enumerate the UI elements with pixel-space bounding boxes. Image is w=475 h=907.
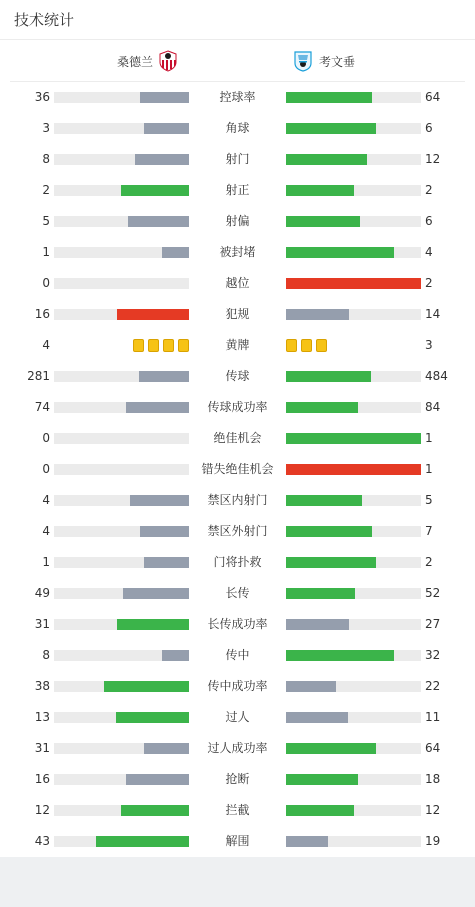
away-bar-fill [286, 650, 394, 661]
home-bar-fill [117, 309, 189, 320]
away-value: 1 [425, 431, 433, 445]
away-bar-track [286, 216, 421, 227]
home-bar-fill [123, 588, 189, 599]
away-bar-track [286, 805, 421, 816]
away-bar-fill [286, 185, 354, 196]
away-bar-track [286, 154, 421, 165]
yellow-card-icon [301, 339, 312, 352]
home-value: 2 [42, 183, 50, 197]
stat-row [0, 733, 475, 764]
yellow-card-icon [286, 339, 297, 352]
home-value: 281 [27, 369, 50, 383]
away-value: 3 [425, 338, 433, 352]
stat-label: 解围 [225, 834, 250, 848]
away-yellow-cards [286, 339, 327, 352]
home-value: 1 [42, 555, 50, 569]
away-bar-track [286, 557, 421, 568]
home-bar-fill [139, 371, 189, 382]
home-value: 43 [34, 834, 50, 848]
away-team[interactable] [293, 40, 355, 82]
home-value: 13 [34, 710, 50, 724]
home-bar-track [54, 216, 189, 227]
home-bar-track [54, 185, 189, 196]
away-bar-fill [286, 92, 372, 103]
home-bar-track [54, 464, 189, 475]
stat-label: 控球率 [219, 90, 256, 104]
home-bar-track [54, 247, 189, 258]
home-bar-fill [162, 247, 189, 258]
home-value: 16 [34, 772, 50, 786]
stat-label: 黄牌 [225, 338, 250, 352]
home-value: 36 [34, 90, 50, 104]
away-bar-fill [286, 805, 354, 816]
teams-header [10, 40, 465, 82]
home-team[interactable] [117, 40, 178, 82]
yellow-card-icon [178, 339, 189, 352]
away-bar-fill [286, 402, 358, 413]
home-value: 0 [42, 462, 50, 476]
stat-label: 禁区外射门 [207, 524, 268, 538]
away-team-name: 考文垂 [319, 54, 356, 69]
away-value: 1 [425, 462, 433, 476]
away-value: 84 [425, 400, 441, 414]
page-title: 技术统计 [0, 0, 475, 40]
stat-label: 禁区内射门 [207, 493, 268, 507]
home-bar-track [54, 681, 189, 692]
home-bar-track [54, 495, 189, 506]
away-value: 27 [425, 617, 441, 631]
away-value: 64 [425, 741, 441, 755]
stat-label: 被封堵 [219, 245, 256, 259]
away-bar-fill [286, 774, 358, 785]
away-bar-track [286, 526, 421, 537]
home-value: 4 [42, 493, 50, 507]
home-bar-fill [104, 681, 189, 692]
away-value: 6 [425, 214, 433, 228]
away-bar-track [286, 247, 421, 258]
home-bar-track [54, 278, 189, 289]
home-value: 49 [34, 586, 50, 600]
away-bar-fill [286, 712, 348, 723]
home-bar-track [54, 588, 189, 599]
yellow-card-icon [148, 339, 159, 352]
away-value: 14 [425, 307, 441, 321]
stat-row [0, 206, 475, 237]
away-bar-fill [286, 433, 421, 444]
stat-row [0, 485, 475, 516]
home-value: 4 [42, 338, 50, 352]
stat-label: 射正 [225, 183, 250, 197]
stat-row [0, 702, 475, 733]
home-bar-fill [126, 774, 189, 785]
home-bar-fill [96, 836, 189, 847]
home-bar-track [54, 309, 189, 320]
home-value: 38 [34, 679, 50, 693]
away-bar-fill [286, 495, 362, 506]
away-value: 2 [425, 183, 433, 197]
away-bar-fill [286, 154, 367, 165]
stat-label: 绝佳机会 [213, 431, 262, 445]
away-bar-fill [286, 278, 421, 289]
home-bar-track [54, 154, 189, 165]
home-team-crest-icon [158, 50, 178, 72]
stat-label: 错失绝佳机会 [201, 462, 274, 476]
home-bar-track [54, 650, 189, 661]
stat-label: 犯规 [225, 307, 250, 321]
stat-label: 角球 [225, 121, 250, 135]
away-bar-track [286, 433, 421, 444]
away-bar-fill [286, 526, 372, 537]
away-bar-fill [286, 216, 360, 227]
home-bar-track [54, 402, 189, 413]
away-bar-fill [286, 371, 371, 382]
stat-label: 传球 [225, 369, 250, 383]
home-bar-track [54, 92, 189, 103]
away-bar-track [286, 836, 421, 847]
away-bar-fill [286, 464, 421, 475]
away-bar-fill [286, 619, 349, 630]
away-bar-track [286, 743, 421, 754]
home-value: 0 [42, 431, 50, 445]
away-bar-track [286, 92, 421, 103]
home-value: 5 [42, 214, 50, 228]
home-bar-track [54, 774, 189, 785]
home-value: 8 [42, 152, 50, 166]
stat-label: 长传 [225, 586, 250, 600]
home-bar-track [54, 371, 189, 382]
yellow-card-icon [163, 339, 174, 352]
away-value: 12 [425, 152, 441, 166]
away-bar-fill [286, 588, 355, 599]
stat-row [0, 826, 475, 857]
away-bar-track [286, 774, 421, 785]
stat-row [0, 516, 475, 547]
away-value: 64 [425, 90, 441, 104]
home-value: 3 [42, 121, 50, 135]
home-bar-fill [144, 743, 189, 754]
home-bar-fill [121, 805, 189, 816]
home-bar-fill [144, 557, 189, 568]
stat-label: 抢断 [225, 772, 250, 786]
home-value: 4 [42, 524, 50, 538]
away-bar-fill [286, 743, 376, 754]
stat-row [0, 764, 475, 795]
home-value: 31 [34, 617, 50, 631]
home-bar-fill [121, 185, 189, 196]
home-bar-track [54, 123, 189, 134]
away-value: 22 [425, 679, 441, 693]
stat-label: 射偏 [225, 214, 250, 228]
stat-row [0, 82, 475, 113]
yellow-card-icon [316, 339, 327, 352]
stat-row [0, 454, 475, 485]
away-bar-fill [286, 681, 336, 692]
home-bar-track [54, 805, 189, 816]
stat-row [0, 175, 475, 206]
home-bar-fill [140, 92, 189, 103]
home-value: 0 [42, 276, 50, 290]
home-bar-fill [162, 650, 189, 661]
home-bar-fill [130, 495, 189, 506]
stat-row [0, 423, 475, 454]
away-team-crest-icon [293, 50, 313, 72]
away-bar-track [286, 650, 421, 661]
away-value: 2 [425, 276, 433, 290]
home-bar-fill [135, 154, 189, 165]
stat-row [0, 299, 475, 330]
away-bar-fill [286, 247, 394, 258]
home-bar-track [54, 836, 189, 847]
home-team-name: 桑德兰 [116, 54, 153, 69]
away-bar-track [286, 278, 421, 289]
away-bar-track [286, 464, 421, 475]
stat-row [0, 237, 475, 268]
away-bar-track [286, 371, 421, 382]
home-yellow-cards [133, 339, 189, 352]
away-bar-track [286, 123, 421, 134]
home-bar-track [54, 619, 189, 630]
away-bar-track [286, 495, 421, 506]
stat-label: 过人 [225, 710, 250, 724]
away-value: 32 [425, 648, 441, 662]
away-value: 11 [425, 710, 441, 724]
home-bar-fill [128, 216, 189, 227]
away-bar-track [286, 402, 421, 413]
home-value: 8 [42, 648, 50, 662]
away-value: 7 [425, 524, 433, 538]
stat-label: 传中 [225, 648, 250, 662]
home-value: 12 [34, 803, 50, 817]
home-value: 31 [34, 741, 50, 755]
stat-row [0, 578, 475, 609]
away-bar-fill [286, 309, 349, 320]
away-bar-track [286, 588, 421, 599]
away-value: 6 [425, 121, 433, 135]
stat-row [0, 795, 475, 826]
home-value: 16 [34, 307, 50, 321]
stat-row [0, 547, 475, 578]
stats-list [0, 82, 475, 857]
home-bar-track [54, 526, 189, 537]
away-bar-fill [286, 123, 376, 134]
home-bar-track [54, 557, 189, 568]
stat-row [0, 671, 475, 702]
away-value: 2 [425, 555, 433, 569]
stat-label: 传球成功率 [207, 400, 268, 414]
away-bar-fill [286, 836, 328, 847]
away-bar-track [286, 619, 421, 630]
stat-row [0, 640, 475, 671]
away-bar-track [286, 309, 421, 320]
yellow-card-icon [133, 339, 144, 352]
home-bar-fill [116, 712, 189, 723]
away-bar-track [286, 185, 421, 196]
stat-row [0, 330, 475, 361]
home-value: 74 [34, 400, 50, 414]
stat-row [0, 361, 475, 392]
home-value: 1 [42, 245, 50, 259]
stat-label: 射门 [225, 152, 250, 166]
stat-label: 长传成功率 [207, 617, 268, 631]
away-value: 19 [425, 834, 441, 848]
stat-label: 越位 [225, 276, 250, 290]
away-bar-track [286, 681, 421, 692]
away-value: 5 [425, 493, 433, 507]
away-value: 4 [425, 245, 433, 259]
away-value: 12 [425, 803, 441, 817]
stat-row [0, 268, 475, 299]
stat-label: 传中成功率 [207, 679, 268, 693]
away-value: 484 [425, 369, 448, 383]
stat-row [0, 392, 475, 423]
home-bar-fill [144, 123, 189, 134]
away-bar-fill [286, 557, 376, 568]
stat-label: 拦截 [225, 803, 250, 817]
home-bar-fill [140, 526, 189, 537]
stat-row [0, 113, 475, 144]
away-value: 18 [425, 772, 441, 786]
home-bar-track [54, 712, 189, 723]
stat-label: 门将扑救 [213, 555, 262, 569]
stat-row [0, 144, 475, 175]
away-value: 52 [425, 586, 441, 600]
home-bar-fill [126, 402, 189, 413]
home-bar-track [54, 743, 189, 754]
stat-row [0, 609, 475, 640]
home-bar-fill [117, 619, 189, 630]
away-bar-track [286, 712, 421, 723]
stat-label: 过人成功率 [207, 741, 268, 755]
home-bar-track [54, 433, 189, 444]
